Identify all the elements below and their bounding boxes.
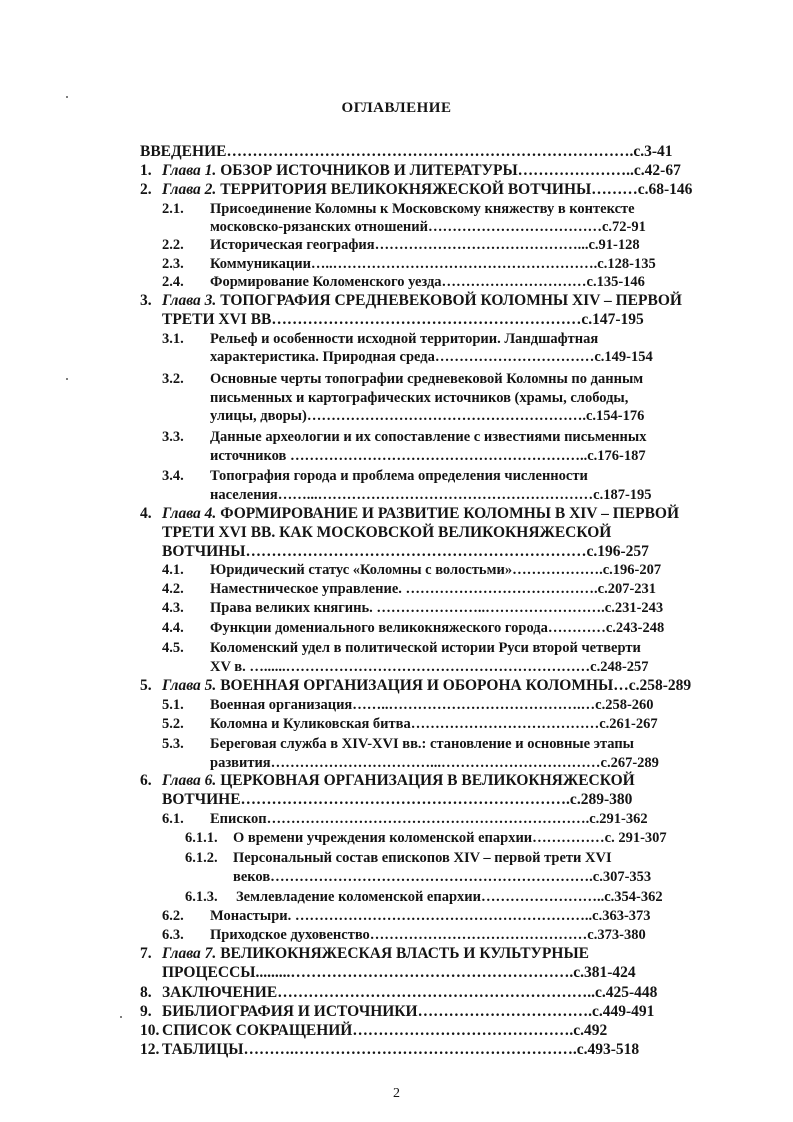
page-title: ОГЛАВЛЕНИЕ <box>341 100 452 116</box>
toc-entry-text: ВОТЧИНЫ…………………………………………………………с.196-257 <box>162 543 649 560</box>
toc-number: 5.3. <box>162 736 184 752</box>
toc-entry-text: О времени учреждения коломенской епархии……………с. 291-307 <box>233 830 667 846</box>
toc-entry-text: населения……...…………………………………………………с.187-195 <box>210 487 652 503</box>
toc-line <box>162 561 661 579</box>
toc-entry-text: Историческая география……………………………………...с.91-128 <box>210 237 640 253</box>
toc-number: 2.1. <box>162 201 184 217</box>
toc-entry-text: Рельеф и особенности исходной территории. Ландшафтная <box>210 331 599 347</box>
toc-number: 2.4. <box>162 274 184 290</box>
toc-number: 2.3. <box>162 256 184 272</box>
toc-line <box>185 829 667 847</box>
scan-speck <box>66 96 68 98</box>
page-number: 2 <box>393 1086 400 1101</box>
toc-entry-text: БИБЛИОГРАФИЯ И ИСТОЧНИКИ…………………………….с.449-491 <box>162 1003 655 1020</box>
toc-entry-text: Коломенский удел в политической истории Руси второй четверти <box>210 640 641 656</box>
toc-number: 7. <box>140 945 152 962</box>
toc-line <box>140 162 681 180</box>
toc-number: 12. <box>140 1041 160 1058</box>
toc-entry-text: московско-рязанских отношений………………………………с.72-91 <box>210 219 646 235</box>
toc-line <box>162 810 648 828</box>
toc-line <box>185 888 663 906</box>
toc-entry-text: Военная организация……..………………………………….…с.258-260 <box>210 697 654 713</box>
toc-line <box>210 486 652 504</box>
toc-number: 5. <box>140 677 152 694</box>
toc-number: 6.1.3. <box>185 889 218 905</box>
toc-chapter-label: Глава 2. <box>162 181 217 198</box>
toc-line <box>210 658 649 676</box>
toc-line <box>140 1003 654 1021</box>
scan-speck <box>66 378 68 380</box>
toc-entry-text: письменных и картографических источников (храмы, слободы, <box>210 390 629 406</box>
toc-line <box>210 447 646 465</box>
toc-entry-text: характеристика. Природная среда……………………………с.149-154 <box>210 349 653 365</box>
toc-line <box>140 677 691 695</box>
toc-line <box>162 696 654 714</box>
toc-line <box>162 791 632 809</box>
toc-number: 3.4. <box>162 468 184 484</box>
toc-number: 4.5. <box>162 640 184 656</box>
toc-entry-text: Монастыри. ……………………………………………………..с.363-373 <box>210 908 651 924</box>
toc-line <box>140 1022 607 1040</box>
toc-line <box>210 407 644 425</box>
toc-entry-text: развития……………………………...……………………………с.267-289 <box>210 755 659 771</box>
toc-number: 3. <box>140 292 152 309</box>
toc-entry-text: Береговая служба в XIV-XVI вв.: становление и основные этапы <box>210 736 634 752</box>
toc-number: 1. <box>140 162 152 179</box>
toc-chapter-label: Глава 6. <box>162 772 217 789</box>
toc-line <box>140 181 692 199</box>
toc-entry-text: Наместническое управление. ………………………………….с.207-231 <box>210 581 657 597</box>
toc-entry-text: ЦЕРКОВНАЯ ОРГАНИЗАЦИЯ В ВЕЛИКОКНЯЖЕСКОЙ <box>216 772 635 789</box>
toc-entry-text: веков………………………………………………………….с.307-353 <box>233 869 652 885</box>
toc-number: 6.1.2. <box>185 850 218 866</box>
toc-entry-text: Приходское духовенство………………………………………с.373-380 <box>210 927 646 943</box>
toc-line <box>210 348 653 366</box>
toc-line <box>162 330 598 348</box>
toc-entry-text: Формирование Коломенского уезда…………………………с.135-146 <box>210 274 645 290</box>
toc-line <box>162 200 635 218</box>
toc-line <box>162 964 636 982</box>
toc-entry-text: ТРЕТИ XVI ВВ……………………………………………………с.147-195 <box>162 311 644 328</box>
toc-line <box>162 467 588 485</box>
toc-line <box>162 370 643 388</box>
toc-line <box>162 639 641 657</box>
toc-line <box>162 524 611 542</box>
toc-number: 6.3. <box>162 927 184 943</box>
toc-number: 4. <box>140 505 152 522</box>
scan-speck <box>120 1016 122 1018</box>
toc-number: 2.2. <box>162 237 184 253</box>
toc-entry-text: Персональный состав епископов XIV – первой трети XVI <box>233 850 612 866</box>
toc-number: 4.3. <box>162 600 184 616</box>
toc-line <box>162 619 664 637</box>
toc-line <box>140 143 673 161</box>
toc-entry-text: Данные археологии и их сопоставление с известиями письменных <box>210 429 647 445</box>
toc-chapter-label: Глава 5. <box>162 677 217 694</box>
toc-entry-text: ТЕРРИТОРИЯ ВЕЛИКОКНЯЖЕСКОЙ ВОТЧИНЫ………с.68-146 <box>216 181 693 198</box>
toc-entry-text: Основные черты топографии средневековой Коломны по данным <box>210 371 644 387</box>
toc-number: 9. <box>140 1003 152 1020</box>
toc-line <box>162 543 649 561</box>
toc-entry-text: ФОРМИРОВАНИЕ И РАЗВИТИЕ КОЛОМНЫ В XIV – ПЕРВОЙ <box>216 505 680 522</box>
toc-entry-text: источников ……………………………………………………..с.176-187 <box>210 448 646 464</box>
toc-number: 4.1. <box>162 562 184 578</box>
toc-entry-text: Коммуникации…..……………………………………………….с.128-135 <box>210 256 656 272</box>
toc-number: 6. <box>140 772 152 789</box>
toc-entry-text: улицы, дворы)………………………………………………….с.154-176 <box>210 408 645 424</box>
toc-line <box>162 236 640 254</box>
toc-line <box>140 505 679 523</box>
toc-entry-text: Епископ………………………………………………………….с.291-362 <box>210 811 648 827</box>
toc-number: 5.2. <box>162 716 184 732</box>
toc-number: 5.1. <box>162 697 184 713</box>
toc-entry-text: ВВЕДЕНИЕ…………………………………………………………………….с.3-41 <box>140 143 673 160</box>
toc-line <box>185 849 612 867</box>
toc-line <box>162 273 645 291</box>
toc-line <box>162 428 647 446</box>
toc-number: 2. <box>140 181 152 198</box>
toc-entry-text: Юридический статус «Коломны с волостьми»……………….с.196-207 <box>210 562 662 578</box>
toc-number: 6.1.1. <box>185 830 218 846</box>
toc-entry-text: ВЕЛИКОКНЯЖЕСКАЯ ВЛАСТЬ И КУЛЬТУРНЫЕ <box>216 945 590 962</box>
toc-entry-text: ВОТЧИНЕ……………………………………………………….с.289-380 <box>162 791 633 808</box>
toc-number: 3.1. <box>162 331 184 347</box>
toc-line <box>140 945 589 963</box>
toc-line <box>140 772 635 790</box>
toc-line <box>210 754 659 772</box>
toc-chapter-label: Глава 7. <box>162 945 217 962</box>
toc-entry-text: XV в. …......………………………………………………………с.248-257 <box>210 659 649 675</box>
toc-number: 3.2. <box>162 371 184 387</box>
toc-line <box>162 580 656 598</box>
toc-chapter-label: Глава 1. <box>162 162 217 179</box>
toc-entry-text: ОБЗОР ИСТОЧНИКОВ И ЛИТЕРАТУРЫ…………………..с.42-67 <box>216 162 681 179</box>
toc-number: 8. <box>140 984 152 1001</box>
toc-entry-text: Функции домениального великокняжеского города…………с.243-248 <box>210 620 665 636</box>
toc-entry-text: ТРЕТИ XVI ВВ. КАК МОСКОВСКОЙ ВЕЛИКОКНЯЖЕСКОЙ <box>162 524 612 541</box>
toc-number: 3.3. <box>162 429 184 445</box>
toc-entry-text: Присоединение Коломны к Московскому княжеству в контексте <box>210 201 635 217</box>
toc-entry-text: СПИСОК СОКРАЩЕНИЙ…………………………………….с.492 <box>162 1022 608 1039</box>
toc-entry-text: ТОПОГРАФИЯ СРЕДНЕВЕКОВОЙ КОЛОМНЫ XIV – ПЕРВОЙ <box>216 292 682 309</box>
toc-line <box>162 735 634 753</box>
toc-line <box>162 907 651 925</box>
toc-line <box>140 292 682 310</box>
toc-entry-text: Коломна и Куликовская битва…………………………………с.261-267 <box>210 716 658 732</box>
toc-entry-text: Права великих княгинь. …………………..…………………….с.231-243 <box>210 600 664 616</box>
toc-line <box>162 926 646 944</box>
toc-entry-text: ПРОЦЕССЫ.........……………………………………………….с.381-424 <box>162 964 636 981</box>
toc-entry-text: Топография города и проблема определения численности <box>210 468 588 484</box>
toc-entry-text: ЗАКЛЮЧЕНИЕ……………………………………………………..с.425-448 <box>162 984 658 1001</box>
toc-number: 4.2. <box>162 581 184 597</box>
toc-chapter-label: Глава 3. <box>162 292 217 309</box>
toc-number: 10. <box>140 1022 160 1039</box>
toc-entry-text: Землевладение коломенской епархии……………………..с.354-362 <box>236 889 663 905</box>
toc-entry-text: ТАБЛИЦЫ……….……………………………………………….с.493-518 <box>162 1041 640 1058</box>
toc-line <box>210 218 646 236</box>
toc-line <box>140 984 657 1002</box>
toc-line <box>162 311 644 329</box>
toc-line <box>162 715 658 733</box>
toc-line <box>140 1041 639 1059</box>
toc-line <box>162 599 663 617</box>
toc-number: 4.4. <box>162 620 184 636</box>
toc-chapter-label: Глава 4. <box>162 505 217 522</box>
toc-number: 6.2. <box>162 908 184 924</box>
toc-line <box>210 389 628 407</box>
toc-line <box>233 868 651 886</box>
toc-number: 6.1. <box>162 811 184 827</box>
toc-line <box>162 255 656 273</box>
toc-entry-text: ВОЕННАЯ ОРГАНИЗАЦИЯ И ОБОРОНА КОЛОМНЫ…с.258-289 <box>216 677 692 694</box>
